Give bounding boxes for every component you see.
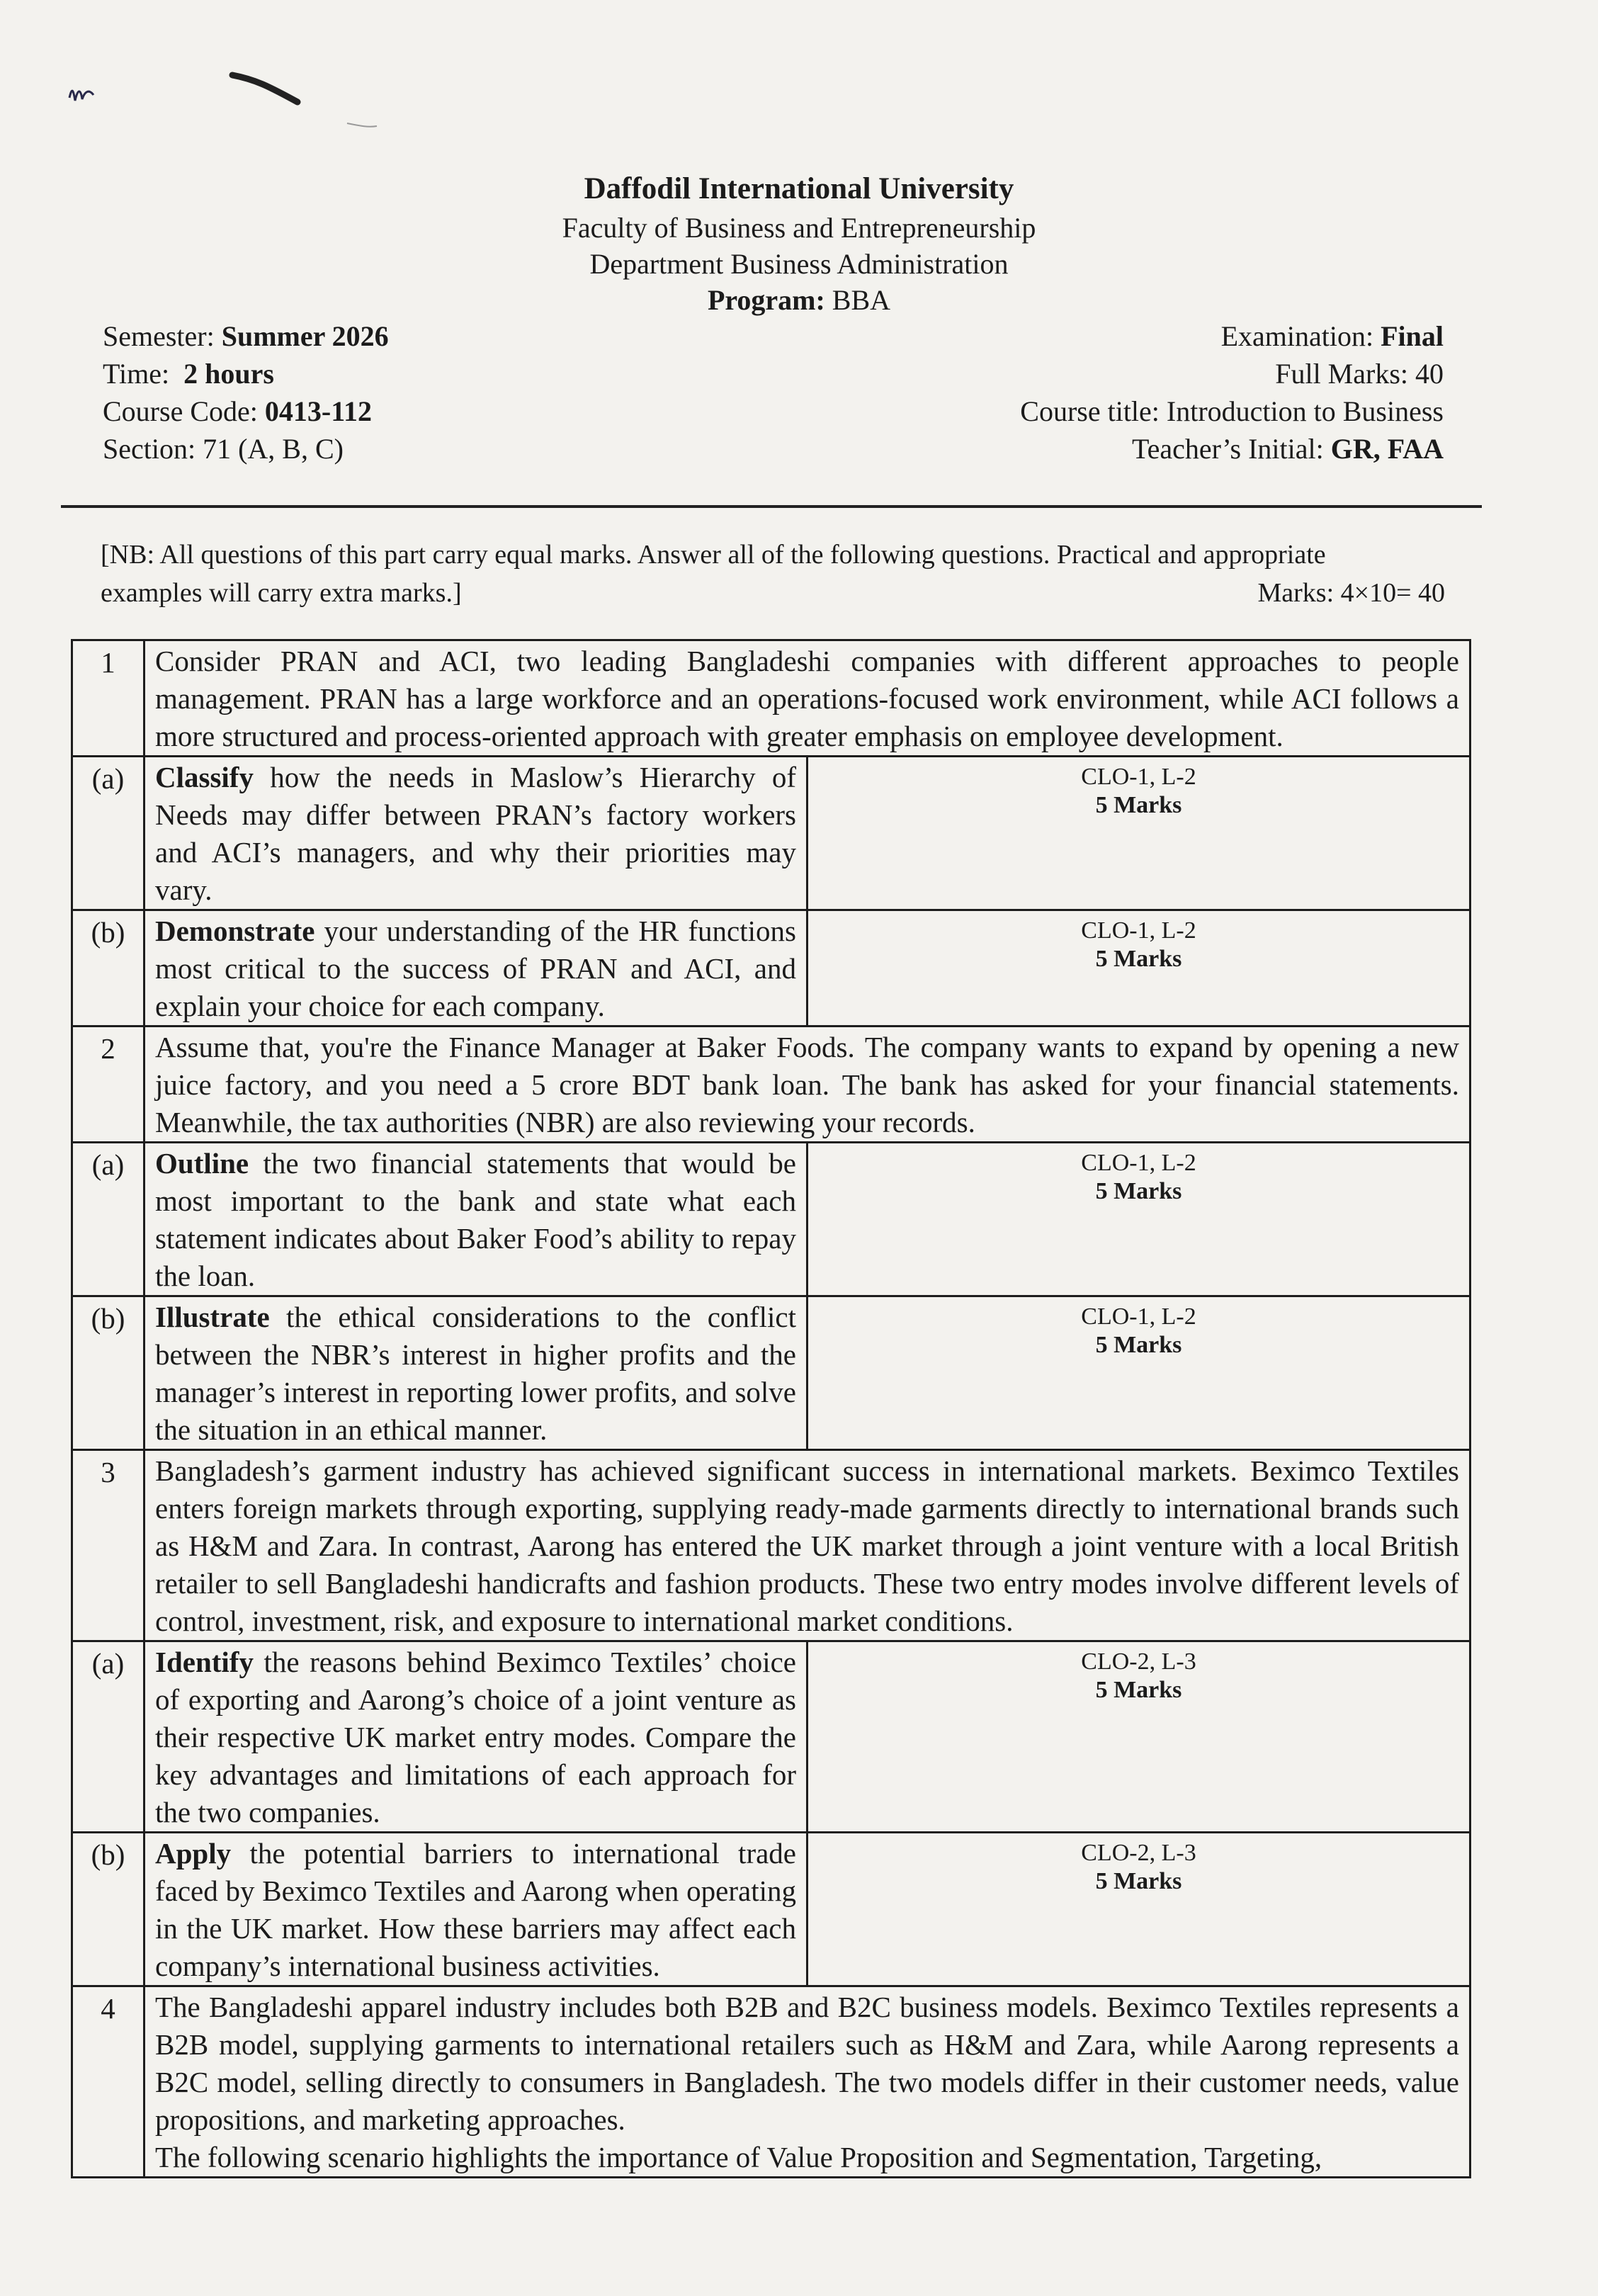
faculty-name: Faculty of Business and Entrepreneurship xyxy=(562,212,1036,244)
exam-meta-left xyxy=(103,317,389,468)
subquestion-label: (b) xyxy=(72,910,144,1027)
examination-line xyxy=(1020,317,1444,355)
question-number: 3 xyxy=(72,1450,144,1641)
subquestion-label: (a) xyxy=(72,1641,144,1833)
task-verb: Demonstrate xyxy=(155,915,315,947)
clo-code: CLO-1, L-2 xyxy=(1081,917,1196,944)
course-code-line xyxy=(103,392,389,430)
subquestion-text xyxy=(144,1641,808,1833)
subquestion-body: the potential barriers to international trade faced by Beximco Textiles and Aarong when operating in the UK market. How these barriers may affect each company’s international business activities. xyxy=(155,1837,796,1982)
subquestion-body: how the needs in Maslow’s Hierarchy of Needs may differ between PRAN’s factory workers and ACI’s managers, and why their priorities may vary. xyxy=(155,761,796,906)
question-text-continuation: The following scenario highlights the importance of Value Proposition and Segmentation, Targeting, xyxy=(155,2141,1322,2173)
subquestion-body: the ethical considerations to the conflict between the NBR’s interest in higher profits and the manager’s interest in reporting lower profits, and solve the situation in an ethical manner. xyxy=(155,1301,796,1446)
subquestion-body: the two financial statements that would be most important to the bank and state what each statement indicates about Baker Food’s ability to repay the loan. xyxy=(155,1147,796,1292)
marks-label: 5 Marks xyxy=(1095,1332,1182,1358)
program-value: BBA xyxy=(832,284,891,316)
clo-code: CLO-2, L-3 xyxy=(1081,1840,1196,1866)
question-row xyxy=(72,1027,1470,1143)
course-code-label: Course Code: xyxy=(103,395,258,427)
time-value: 2 hours xyxy=(183,358,274,390)
clo-code: CLO-1, L-2 xyxy=(1081,1303,1196,1330)
question-number: 2 xyxy=(72,1027,144,1143)
course-title-line: Course title: Introduction to Business xyxy=(1020,395,1444,427)
clo-cell xyxy=(808,910,1470,1027)
clo-code: CLO-1, L-2 xyxy=(1081,764,1196,790)
semester-label: Semester: xyxy=(103,320,215,352)
handwritten-scribble xyxy=(57,64,397,142)
question-number: 4 xyxy=(72,1986,144,2178)
clo-cell xyxy=(808,757,1470,910)
subquestion-text xyxy=(144,757,808,910)
clo-code: CLO-1, L-2 xyxy=(1081,1150,1196,1176)
exam-header xyxy=(0,169,1598,319)
subquestion-text xyxy=(144,1296,808,1450)
subquestion-row xyxy=(72,757,1470,910)
question-row xyxy=(72,1450,1470,1641)
marks-label: 5 Marks xyxy=(1095,1868,1182,1894)
university-name: Daffodil International University xyxy=(584,172,1014,205)
task-verb: Classify xyxy=(155,761,254,793)
program-line xyxy=(0,282,1598,319)
clo-cell xyxy=(808,1833,1470,1986)
exam-label: Examination: xyxy=(1220,320,1374,352)
exam-value: Final xyxy=(1381,320,1444,352)
clo-cell xyxy=(808,1296,1470,1450)
semester-value: Summer 2026 xyxy=(221,320,389,352)
marks-label: 5 Marks xyxy=(1095,1677,1182,1703)
question-text: Bangladesh’s garment industry has achieved significant success in international markets. Beximco Textiles enters foreign markets through exporting, supplying ready-made garments directly to international brands such as H&M and Zara. In contrast, Aarong has entered the UK market through a joint venture with a local British retailer to sell Bangladeshi handicrafts and fashion products. These two entry modes involve different levels of control, investment, risk, and exposure to international market conditions. xyxy=(144,1450,1470,1641)
subquestion-text xyxy=(144,1143,808,1296)
question-text-paragraph: The Bangladeshi apparel industry includes both B2B and B2C business models. Beximco Textiles represents a B2B model, supplying garments to international retailers such as H&M and Zara, while Aarong represents a B2C model, selling directly to consumers in Bangladesh. The two models differ in their customer needs, value propositions, and marketing approaches. xyxy=(155,1991,1459,2136)
task-verb: Identify xyxy=(155,1646,254,1678)
subquestion-row xyxy=(72,910,1470,1027)
subquestion-label: (b) xyxy=(72,1296,144,1450)
subquestion-label: (a) xyxy=(72,757,144,910)
question-text: Assume that, you're the Finance Manager at Baker Foods. The company wants to expand by opening a new juice factory, and you need a 5 crore BDT bank loan. The bank has asked for your financial statements. Meanwhile, the tax authorities (NBR) are also reviewing your records. xyxy=(144,1027,1470,1143)
header-divider xyxy=(61,505,1482,508)
subquestion-row xyxy=(72,1143,1470,1296)
subquestion-label: (a) xyxy=(72,1143,144,1296)
time-line xyxy=(103,355,389,392)
instructions xyxy=(101,536,1445,612)
questions-table xyxy=(71,639,1471,2178)
task-verb: Outline xyxy=(155,1147,249,1180)
task-verb: Apply xyxy=(155,1837,232,1870)
subquestion-text xyxy=(144,910,808,1027)
subquestion-label: (b) xyxy=(72,1833,144,1986)
clo-cell xyxy=(808,1143,1470,1296)
exam-meta-right xyxy=(1020,317,1444,468)
subquestion-row xyxy=(72,1833,1470,1986)
subquestion-body: the reasons behind Beximco Textiles’ choice of exporting and Aarong’s choice of a joint venture as their respective UK market entry modes. Compare the key advantages and limitations of each approach for the two companies. xyxy=(155,1646,796,1828)
nb-line-2 xyxy=(101,574,1445,612)
total-marks: Marks: 4×10= 40 xyxy=(1257,578,1445,608)
marks-label: 5 Marks xyxy=(1095,792,1182,818)
subquestion-text xyxy=(144,1833,808,1986)
subquestion-row xyxy=(72,1296,1470,1450)
clo-cell xyxy=(808,1641,1470,1833)
clo-code: CLO-2, L-3 xyxy=(1081,1649,1196,1675)
marks-label: 5 Marks xyxy=(1095,946,1182,972)
time-label: Time: xyxy=(103,358,170,390)
department-name: Department Business Administration xyxy=(589,248,1009,280)
subquestion-body: your understanding of the HR functions most critical to the success of PRAN and ACI, and explain your choice for each company. xyxy=(155,915,796,1022)
full-marks-line: Full Marks: 40 xyxy=(1275,358,1444,390)
semester-line xyxy=(103,317,389,355)
question-text: Consider PRAN and ACI, two leading Bangladeshi companies with different approaches to people management. PRAN has a large workforce and an operations-focused work environment, while ACI follows a more structured and process-oriented approach with greater emphasis on employee development. xyxy=(144,640,1470,757)
task-verb: Illustrate xyxy=(155,1301,270,1333)
question-row xyxy=(72,1986,1470,2178)
question-row xyxy=(72,640,1470,757)
course-code-value: 0413-112 xyxy=(264,395,372,427)
program-label: Program: xyxy=(707,284,825,316)
nb-line-2-text: examples will carry extra marks.] xyxy=(101,578,462,608)
marks-label: 5 Marks xyxy=(1095,1178,1182,1204)
question-text xyxy=(144,1986,1470,2178)
teacher-line xyxy=(1020,430,1444,468)
section-line: Section: 71 (A, B, C) xyxy=(103,433,344,465)
nb-line-1: [NB: All questions of this part carry equal marks. Answer all of the following questions. Practical and appropriate xyxy=(101,540,1326,570)
teacher-label: Teacher’s Initial: xyxy=(1131,433,1324,465)
teacher-value: GR, FAA xyxy=(1330,433,1444,465)
subquestion-row xyxy=(72,1641,1470,1833)
question-number: 1 xyxy=(72,640,144,757)
